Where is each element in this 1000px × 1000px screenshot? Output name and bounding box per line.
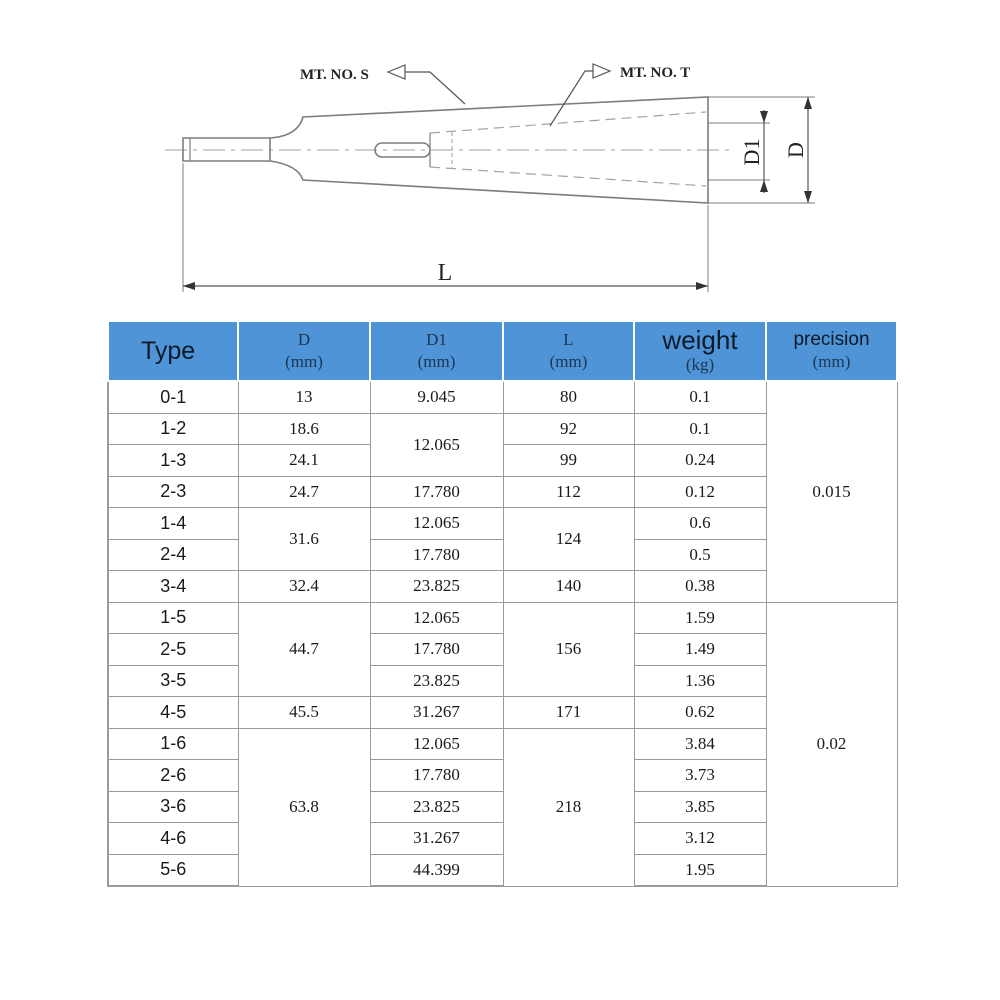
cell-weight: 1.95 [634,854,766,886]
cell-d1: 23.825 [370,571,503,603]
cell-type: 2-6 [108,760,238,792]
cell-weight: 0.5 [634,539,766,571]
header-d1-unit: (mm) [417,352,456,371]
cell-d: 31.6 [238,508,370,571]
cell-d: 44.7 [238,602,370,697]
header-precision-label: precision [793,329,870,350]
header-weight-label: weight [662,325,738,355]
cell-weight: 3.12 [634,823,766,855]
cell-type: 2-4 [108,539,238,571]
label-mt-no-t: MT. NO. T [620,65,691,81]
cell-d1: 17.780 [370,634,503,666]
cell-d1: 17.780 [370,476,503,508]
cell-weight: 0.6 [634,508,766,540]
header-l-label: L [563,330,574,349]
leader-s-arrow [388,65,405,79]
header-d1-label: D1 [426,330,447,349]
cell-d: 18.6 [238,413,370,445]
dim-l-arrow-left [183,282,195,290]
leader-s-line [405,72,465,104]
header-d1 [370,321,503,381]
cell-weight: 3.73 [634,760,766,792]
cell-d1: 31.267 [370,823,503,855]
cell-l: 218 [503,728,634,886]
cell-weight: 1.59 [634,602,766,634]
header-precision-unit: (mm) [812,352,851,371]
cell-d: 13 [238,381,370,413]
cell-type: 2-3 [108,476,238,508]
cell-weight: 1.36 [634,665,766,697]
cell-l: 171 [503,697,634,729]
cell-d: 45.5 [238,697,370,729]
table-header-row [108,321,897,381]
cell-l: 92 [503,413,634,445]
cell-l: 124 [503,508,634,571]
cell-d1: 23.825 [370,665,503,697]
cell-weight: 3.84 [634,728,766,760]
dim-l-label: L [437,260,453,286]
dim-d1-arrow-top [760,111,768,123]
cell-precision: 0.02 [766,602,897,886]
cell-d1: 23.825 [370,791,503,823]
cell-weight: 0.38 [634,571,766,603]
header-l [503,321,634,381]
cell-weight: 0.62 [634,697,766,729]
cell-d: 63.8 [238,728,370,886]
cell-d1: 17.780 [370,539,503,571]
cell-weight: 0.12 [634,476,766,508]
cell-d1: 12.065 [370,508,503,540]
header-weight-unit: (kg) [685,355,715,374]
cell-d1: 31.267 [370,697,503,729]
cell-l: 156 [503,602,634,697]
dim-d-arrow-top [804,97,812,109]
dim-l-arrow-right [696,282,708,290]
dim-d1-arrow-bottom [760,180,768,192]
cell-d1: 12.065 [370,413,503,476]
cell-d1: 44.399 [370,854,503,886]
cell-d1: 17.780 [370,760,503,792]
label-mt-no-s: MT. NO. S [300,67,369,83]
cell-d: 32.4 [238,571,370,603]
cell-type: 3-4 [108,571,238,603]
cell-l: 80 [503,381,634,413]
cell-l: 99 [503,445,634,477]
cell-type: 1-4 [108,508,238,540]
cell-weight: 1.49 [634,634,766,666]
cell-d: 24.1 [238,445,370,477]
cell-d1: 9.045 [370,381,503,413]
cell-weight: 0.1 [634,381,766,413]
cell-precision: 0.015 [766,381,897,602]
header-weight [634,321,766,381]
table-row [108,381,897,413]
cell-weight: 3.85 [634,791,766,823]
header-d [238,321,370,381]
cell-type: 1-5 [108,602,238,634]
taper-sleeve-drawing [0,0,1000,310]
header-d-label: D [297,330,311,349]
dim-d-arrow-bottom [804,191,812,203]
header-l-unit: (mm) [549,352,588,371]
spec-table [107,320,898,887]
cell-type: 3-6 [108,791,238,823]
cell-l: 140 [503,571,634,603]
cell-type: 2-5 [108,634,238,666]
header-d-unit: (mm) [285,352,323,371]
cell-d1: 12.065 [370,728,503,760]
cell-type: 3-5 [108,665,238,697]
dim-d1-label: D1 [739,138,764,166]
cell-type: 1-2 [108,413,238,445]
cell-l: 112 [503,476,634,508]
dim-d-label: D [783,142,808,158]
cell-weight: 0.24 [634,445,766,477]
cell-type: 1-6 [108,728,238,760]
leader-t-arrow [593,64,610,78]
header-type: Type [108,321,238,381]
cell-d1: 12.065 [370,602,503,634]
cell-type: 4-6 [108,823,238,855]
cell-type: 1-3 [108,445,238,477]
table-row [108,602,897,634]
inner-taper-lines [430,112,706,186]
cell-weight: 0.1 [634,413,766,445]
cell-d: 24.7 [238,476,370,508]
cell-type: 5-6 [108,854,238,886]
cell-type: 4-5 [108,697,238,729]
header-precision [766,321,897,381]
cell-type: 0-1 [108,381,238,413]
leader-t-line [550,71,593,126]
